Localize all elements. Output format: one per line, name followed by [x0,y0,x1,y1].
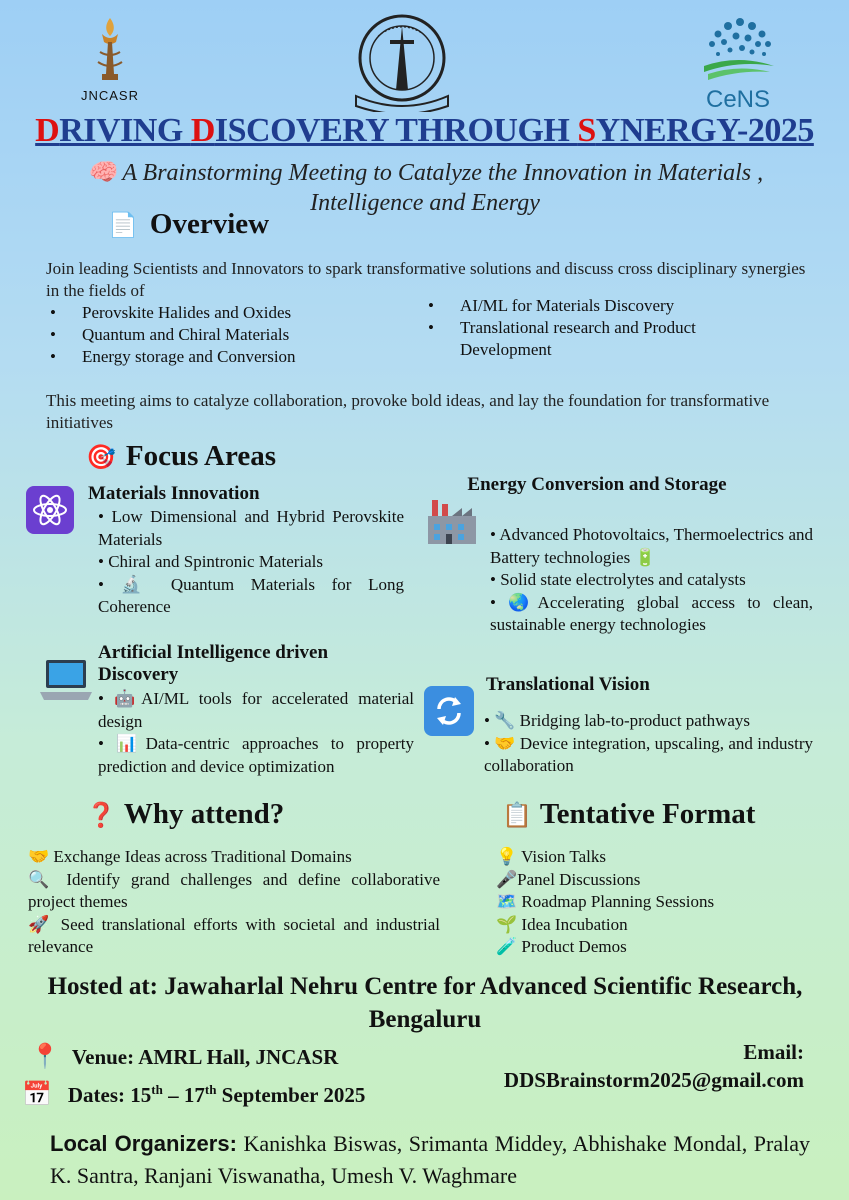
list-item: 💡 Vision Talks [496,847,606,866]
format-heading: Tentative Format [539,798,756,830]
torch-icon [80,12,140,90]
venue-row [30,1042,338,1071]
title-letter-d2: D [190,112,215,149]
list-item: 🚀 Seed translational efforts with societal and industrial relevance [28,914,440,956]
format-list [496,846,796,959]
translational-list [484,710,813,778]
list-item: 🤝 Exchange Ideas across Traditional Domains [28,847,352,866]
target-icon: 🎯 [86,445,116,471]
list-item: • AI/ML for Materials Discovery [424,295,754,317]
list-item: • Quantum and Chiral Materials [46,324,406,346]
dates-mid: – 17 [162,1083,205,1107]
dates-sup-2: th [204,1082,217,1097]
pin-icon: 📍 [30,1044,60,1070]
cens-logo [698,14,778,114]
jncasr-logo-text: JNCASR [80,88,139,103]
dots-icon [698,14,778,86]
laptop-icon [40,656,92,709]
list-item: 🗺️ Roadmap Planning Sessions [496,892,715,911]
jncasr-logo [80,12,140,107]
overview-closing: This meeting aims to catalyze collaboration, provoke bold ideas, and lay the foundation for transformative initiatives [46,391,770,432]
overview-heading: Overview [149,208,270,240]
dates-row [22,1080,365,1109]
materials-list [98,506,404,619]
ai-list [98,688,414,778]
document-icon: 📄 [108,213,138,239]
list-item: • 🤖AI/ML tools for accelerated material design [98,689,414,731]
list-item: • Energy storage and Conversion [46,346,406,368]
list-item: • Chiral and Spintronic Materials [98,552,324,571]
list-item: • 🔧 Bridging lab-to-product pathways [484,711,751,730]
hosted-at: Hosted at: Jawaharlal Nehru Centre for Advanced Scientific Research, Bengaluru [47,973,803,1033]
ai-title: Artificial Intelligence driven Discovery [98,642,329,685]
overview-right-list [424,295,754,361]
list-item: • Low Dimensional and Hybrid Perovskite Materials [98,507,404,549]
dates-sup-1: th [151,1082,163,1097]
title-letter-d1: D [35,112,60,149]
energy-list [490,524,813,637]
translational-title: Translational Vision [486,674,650,695]
factory-icon [426,494,478,551]
overview-intro: Join leading Scientists and Innovators to spark transformative solutions and discuss cross disciplinary synergies in the fields of [46,259,806,300]
list-item: 🧪 Product Demos [496,937,627,956]
list-item: • 🔬 Quantum Materials for Long Coherence [98,574,404,616]
title-letter-s: S [577,112,596,149]
focus-heading: Focus Areas [125,440,276,472]
poster-title [0,112,849,150]
overview-left-list [46,302,406,368]
why-list [28,846,440,959]
title-part-3: YNERGY-2025 [595,112,814,149]
organizers-names: Kanishka Biswas, Srimanta Middey, Abhishake Mondal, Pralay K. Santra, Ranjani Viswanatha, Umesh V. Waghmare [50,1131,810,1188]
subtitle-line-2: Intelligence and Energy [310,190,540,216]
venue: Venue: AMRL Hall, JNCASR [71,1045,339,1069]
local-organizers [50,1128,810,1192]
why-heading-row [86,798,284,831]
subtitle-line-1: A Brainstorming Meeting to Catalyze the Innovation in Materials , [122,160,764,186]
title-part-1: RIVING [59,112,191,149]
emblem-icon [348,12,456,112]
why-heading: Why attend? [123,798,285,830]
calendar-icon: 📅 [22,1082,52,1108]
title-part-2: ISCOVERY THROUGH [214,112,578,149]
email-address[interactable]: DDSBrainstorm2025@gmail.com [503,1068,804,1092]
dates-prefix: Dates: 15 [67,1083,152,1107]
format-heading-row [502,798,755,831]
list-item: 🔍 Identify grand challenges and define collaborative project themes [28,869,440,911]
clipboard-icon: 📋 [502,803,532,829]
list-item: • Solid state electrolytes and catalysts [490,570,746,589]
question-icon: ❓ [86,803,116,829]
list-item: 🎤Panel Discussions [496,869,641,889]
list-item: • 📊Data-centric approaches to property prediction and device optimization [98,734,414,776]
refresh-icon [424,686,474,736]
email-label: Email: [743,1040,804,1064]
list-item: • Perovskite Halides and Oxides [46,302,406,324]
materials-title: Materials Innovation [88,483,260,504]
organizers-label: Local Organizers: [50,1131,237,1156]
cens-logo-text: CeNS [705,86,771,113]
overview-heading-row [108,208,269,241]
list-item: • Advanced Photovoltaics, Thermoelectrics and Battery technologies 🔋 [490,525,813,567]
iisc-emblem [348,12,456,112]
list-item: • 🤝 Device integration, upscaling, and industry collaboration [484,733,813,775]
dates-suffix: September 2025 [216,1083,366,1107]
list-item: • 🌏Accelerating global access to clean, sustainable energy technologies [490,592,813,634]
list-item: • Translational research and Product Development [424,317,754,361]
atom-icon [26,486,74,534]
list-item: 🌱 Idea Incubation [496,914,628,934]
dates [68,1083,365,1107]
focus-heading-row [86,440,276,473]
energy-title: Energy Conversion and Storage [467,474,727,495]
brain-icon: 🧠 [86,160,117,186]
